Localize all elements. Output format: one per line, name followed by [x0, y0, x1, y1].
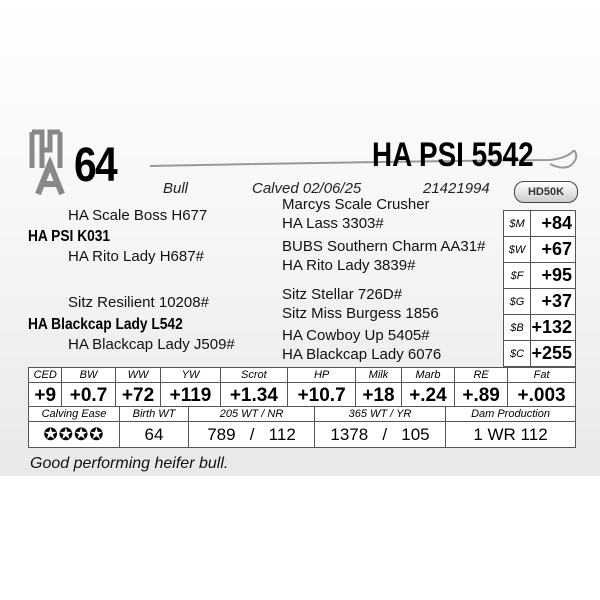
wt205-header: 205 WT / NR	[189, 407, 315, 422]
dam-sire: Sitz Resilient 10208#	[68, 294, 209, 311]
index-label: $W	[504, 237, 531, 263]
hd50k-badge: HD50K	[514, 181, 578, 203]
index-label: $M	[504, 211, 531, 237]
index-label: $C	[504, 341, 531, 367]
epd-header: Fat	[508, 368, 576, 383]
index-row-g	[504, 289, 576, 315]
epd-header: BW	[62, 368, 115, 383]
index-value: +132	[531, 315, 576, 341]
calved-date: Calved 02/06/25	[252, 180, 362, 197]
pedigree-right-6: Sitz Miss Burgess 1856	[282, 305, 439, 322]
pedigree-right-4: HA Rito Lady 3839#	[282, 257, 416, 274]
production-value-row	[29, 422, 576, 448]
epd-value-row	[29, 383, 576, 409]
index-row-f	[504, 263, 576, 289]
epd-value: +.89	[455, 383, 508, 409]
epd-header: Milk	[356, 368, 402, 383]
yr-value: 105	[401, 424, 430, 444]
registration-number: 21421994	[423, 180, 490, 197]
epd-header: Scrot	[220, 368, 288, 383]
lot-number: 64	[74, 139, 116, 192]
pedigree-right-8: HA Blackcap Lady 6076	[282, 346, 442, 363]
epd-header: WW	[115, 368, 161, 383]
dam-dam: HA Blackcap Lady J509#	[68, 336, 235, 353]
epd-value: +1.34	[220, 383, 288, 409]
separator: /	[382, 424, 388, 444]
index-value: +84	[531, 211, 576, 237]
index-row-w	[504, 237, 576, 263]
calving-ease-stars-icon: ✪✪✪✪	[29, 422, 120, 448]
index-value: +95	[531, 263, 576, 289]
sire-sire: HA Scale Boss H677	[68, 207, 208, 224]
index-row-c	[504, 341, 576, 367]
epd-value: +10.7	[288, 383, 356, 409]
index-value: +255	[531, 341, 576, 367]
ha-logo-icon	[28, 128, 80, 198]
index-label: $B	[504, 315, 531, 341]
epd-table	[28, 367, 576, 409]
dam-production-header: Dam Production	[446, 407, 576, 422]
epd-value: +72	[115, 383, 161, 409]
epd-header: RE	[455, 368, 508, 383]
dam: HA Blackcap Lady L542	[28, 316, 183, 333]
pedigree-right-7: HA Cowboy Up 5405#	[282, 327, 430, 344]
index-table	[503, 210, 576, 367]
pedigree-right-3: BUBS Southern Charm AA31#	[282, 238, 486, 255]
nr-value: 112	[268, 424, 296, 444]
epd-header: CED	[29, 368, 62, 383]
index-row-b	[504, 315, 576, 341]
epd-value: +119	[161, 383, 220, 409]
epd-value: +9	[29, 383, 62, 409]
index-label: $G	[504, 289, 531, 315]
wt205-value: 789	[207, 424, 236, 444]
pedigree-right-2: HA Lass 3303#	[282, 215, 384, 232]
sire: HA PSI K031	[28, 228, 111, 245]
epd-header: Marb	[401, 368, 454, 383]
epd-header: HP	[288, 368, 356, 383]
wt365-cell	[315, 422, 446, 448]
epd-value: +18	[356, 383, 402, 409]
index-row-m	[504, 211, 576, 237]
epd-header: YW	[161, 368, 220, 383]
production-table	[28, 406, 576, 448]
comment-text: Good performing heifer bull.	[30, 455, 229, 472]
pedigree-right-1: Marcys Scale Crusher	[282, 196, 430, 213]
sex-label: Bull	[163, 180, 189, 197]
blank-footer	[0, 476, 600, 600]
birth-wt-header: Birth WT	[120, 407, 189, 422]
sire-dam: HA Rito Lady H687#	[68, 248, 204, 265]
animal-name: HA PSI 5542	[372, 136, 534, 174]
index-value: +37	[531, 289, 576, 315]
separator: /	[249, 424, 255, 444]
epd-header-row	[29, 368, 576, 383]
wt365-value: 1378	[330, 424, 369, 444]
wt365-header: 365 WT / YR	[315, 407, 446, 422]
index-label: $F	[504, 263, 531, 289]
wt205-cell	[189, 422, 315, 448]
epd-value: +.24	[401, 383, 454, 409]
dam-production-value: 1 WR 112	[446, 422, 576, 448]
index-value: +67	[531, 237, 576, 263]
birth-wt-value: 64	[120, 422, 189, 448]
pedigree-right-5: Sitz Stellar 726D#	[282, 286, 403, 303]
epd-value: +.003	[508, 383, 576, 409]
epd-value: +0.7	[62, 383, 115, 409]
production-header-row	[29, 407, 576, 422]
calving-ease-header: Calving Ease	[29, 407, 120, 422]
